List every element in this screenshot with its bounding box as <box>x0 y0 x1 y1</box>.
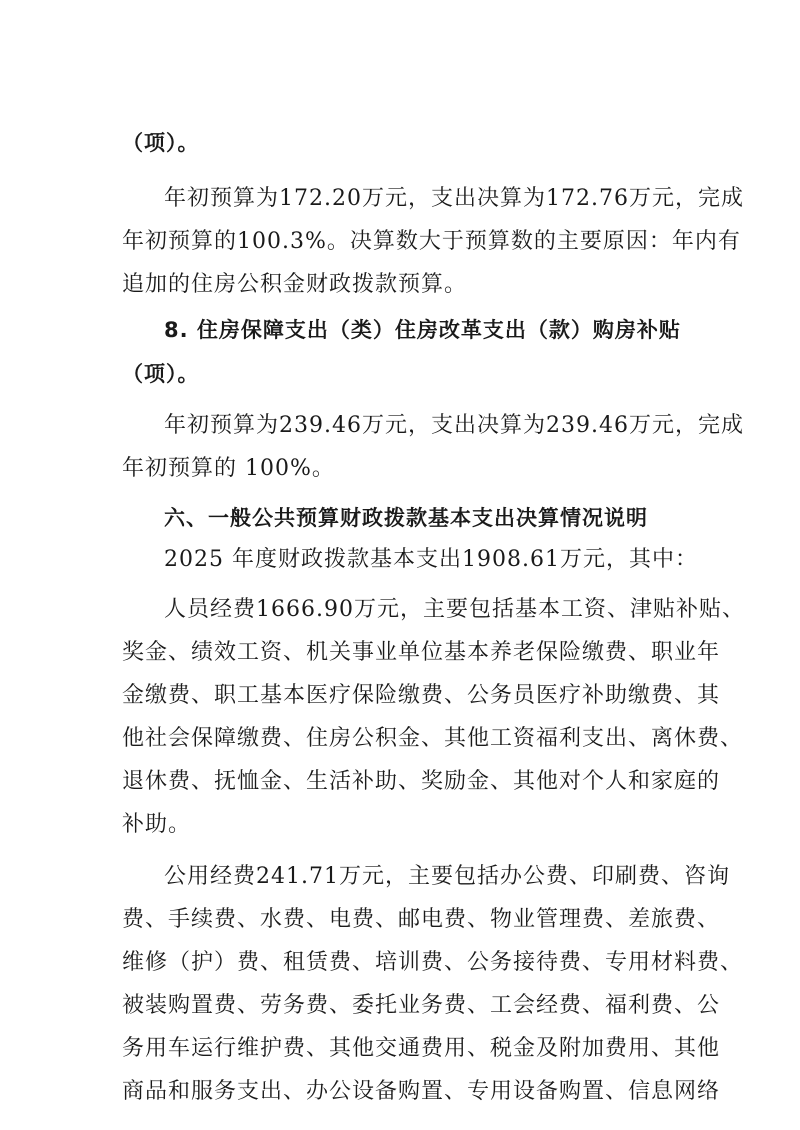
text-line-8: 年初预算的 100%。 <box>122 456 335 481</box>
section-heading-6: 六、一般公共预算财政拨款基本支出决算情况说明 <box>164 506 648 530</box>
text-line-22: 商品和服务支出、办公设备购置、专用设备购置、信息网络 <box>122 1079 721 1104</box>
text-line-6: （项）。 <box>122 362 200 386</box>
section-heading-8: 8. 住房保障支出（类）住房改革支出（款）购房补贴 <box>164 318 681 342</box>
text-line-19: 维修（护）费、租赁费、培训费、公务接待费、专用材料费、 <box>122 950 744 975</box>
text-line-10: 2025 年度财政拨款基本支出1908.61万元，其中： <box>164 547 698 572</box>
text-line-12: 奖金、绩效工资、机关事业单位基本养老保险缴费、职业年 <box>122 640 721 665</box>
text-line-3: 年初预算的100.3%。决算数大于预算数的主要原因：年内有 <box>122 229 741 254</box>
text-line-13: 金缴费、职工基本医疗保险缴费、公务员医疗补助缴费、其 <box>122 683 721 708</box>
text-line-18: 费、手续费、水费、电费、邮电费、物业管理费、差旅费、 <box>122 907 721 932</box>
text-line-17: 公用经费241.71万元，主要包括办公费、印刷费、咨询 <box>164 864 730 889</box>
text-line-7: 年初预算为239.46万元，支出决算为239.46万元，完成 <box>164 413 744 438</box>
text-line-4: 追加的住房公积金财政拨款预算。 <box>122 272 468 297</box>
text-line-16: 补助。 <box>122 812 192 837</box>
text-line-20: 被装购置费、劳务费、委托业务费、工会经费、福利费、公 <box>122 993 721 1018</box>
text-line-14: 他社会保障缴费、住房公积金、其他工资福利支出、离休费、 <box>122 726 744 751</box>
text-line-1: （项）。 <box>122 131 200 155</box>
text-line-11: 人员经费1666.90万元，主要包括基本工资、津贴补贴、 <box>164 597 745 622</box>
text-line-15: 退休费、抚恤金、生活补助、奖励金、其他对个人和家庭的 <box>122 769 721 794</box>
text-line-2: 年初预算为172.20万元，支出决算为172.76万元，完成 <box>164 186 744 211</box>
text-line-21: 务用车运行维护费、其他交通费用、税金及附加费用、其他 <box>122 1036 721 1061</box>
